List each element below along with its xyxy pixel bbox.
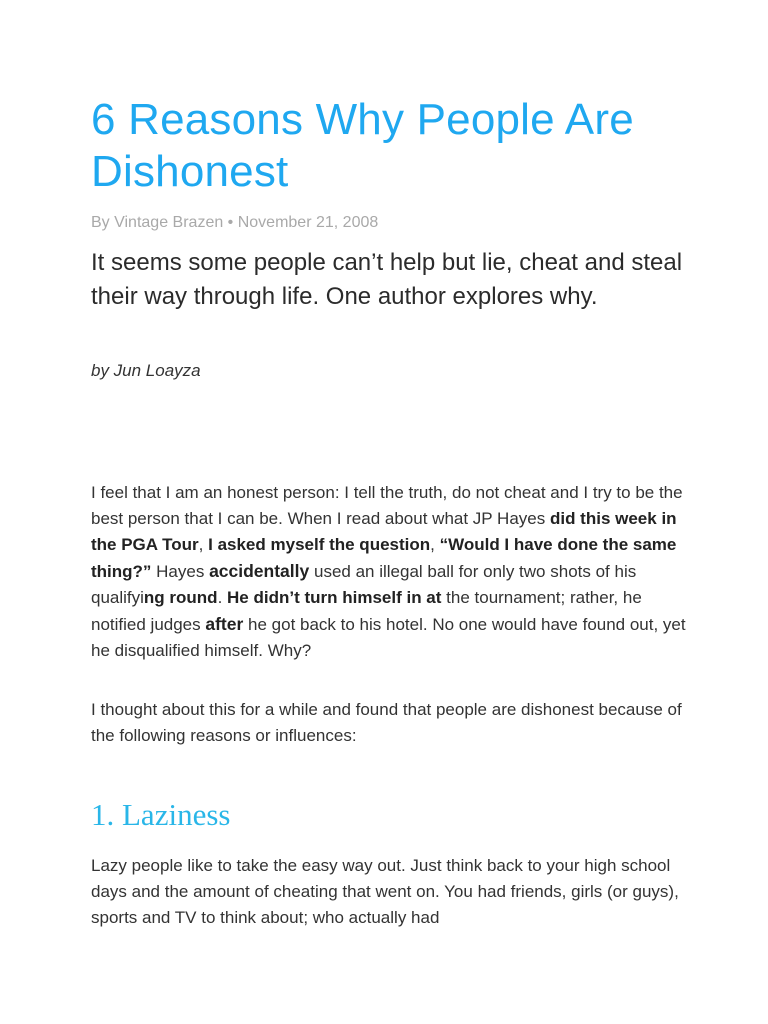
p1-bold-6: He didn’t turn himself in at [227, 588, 442, 607]
p1-text-1: I feel that I am an honest person: I tell the truth, do not cheat and I try to be the best person that I can be. When I read about what JP Hayes [91, 483, 683, 528]
article-byline: By Vintage Brazen • November 21, 2008 [91, 214, 379, 231]
p1-text-7: the tournament; rather, he notified judges [91, 588, 642, 634]
p1-bold-5: ng round [143, 588, 218, 607]
p1-bold-7: after [205, 614, 244, 634]
article-author: by Jun Loayza [91, 361, 201, 380]
p1-text-3: , [430, 535, 440, 554]
p1-text-8: he got back to his hotel. No one would have found out, yet he disqualified himself. Why? [91, 615, 686, 660]
article-standfirst: It seems some people can’t help but lie, cheat and steal their way through life. One author explores why. [91, 249, 683, 310]
body-paragraph-2: I thought about this for a while and found that people are dishonest because of the following reasons or influences: [91, 700, 682, 745]
p1-text-4: Hayes [151, 562, 210, 581]
body-paragraph-3: Lazy people like to take the easy way out. Just think back to your high school days and the amount of cheating that went on. You had friends, girls (or guys), sports and TV to think about; who actually had [91, 856, 679, 927]
article-title: 6 Reasons Why People Are Dishonest [91, 95, 634, 196]
p1-text-6: . [217, 588, 228, 607]
p1-text-5: used an illegal ball for only two shots of his qualifyi [91, 562, 637, 607]
p1-bold-2: I asked myself the question [208, 535, 431, 554]
p1-bold-4: accidentally [209, 561, 310, 581]
p1-bold-1: did this week in the PGA Tour [91, 509, 677, 554]
body-paragraph-1 [91, 480, 691, 664]
section-heading-laziness: 1. Laziness [91, 797, 231, 832]
p1-bold-3: “Would I have done the same thing?” [91, 535, 677, 581]
p1-text-2: , [198, 535, 209, 554]
